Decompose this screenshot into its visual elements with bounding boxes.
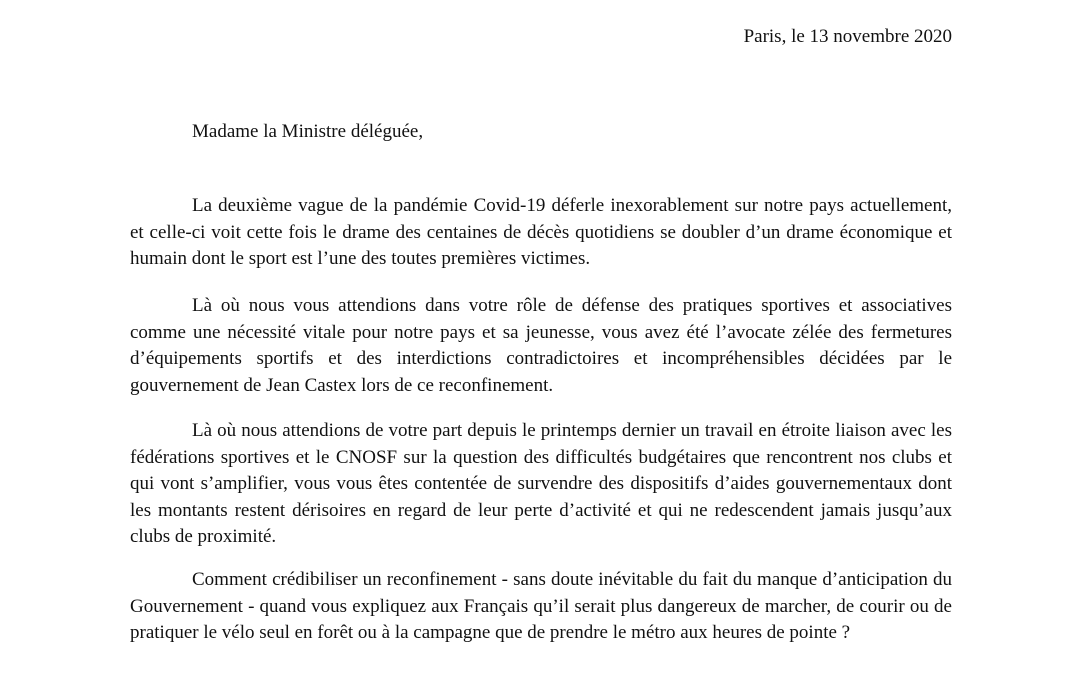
date-line: Paris, le 13 novembre 2020 (743, 26, 952, 47)
paragraph-1: La deuxième vague de la pandémie Covid-19 déferle inexorablement sur notre pays actuellement, et celle-ci voit cette fois le drame des centaines de décès quotidiens se doubler d’un drame économique et humain dont le sport est l’une des toutes premières victimes. (130, 195, 952, 269)
paragraph-2: Là où nous vous attendions dans votre rôle de défense des pratiques sportives et associatives comme une nécessité vitale pour notre pays et sa jeunesse, vous avez été l’avocate zélée des fermetures d’équipements sportifs et des interdictions contradictoires et incompréhensibles décidées par le gouvernement de Jean Castex lors de ce reconfinement. (130, 295, 952, 396)
paragraph-3: Là où nous attendions de votre part depuis le printemps dernier un travail en étroite liaison avec les fédérations sportives et le CNOSF sur la question des difficultés budgétaires que rencontrent nos clubs et qui vont s’amplifier, vous vous êtes contentée de survendre des dispositifs d’aides gouvernementaux dont les montants restent dérisoires en regard de leur perte d’activité et qui ne redescendent jamais jusqu’aux clubs de proximité. (130, 420, 952, 547)
salutation: Madame la Ministre déléguée, (192, 121, 424, 142)
letter-page (130, 0, 952, 675)
paragraph-4: Comment crédibiliser un reconfinement - sans doute inévitable du fait du manque d’anticipation du Gouvernement - quand vous expliquez aux Français qu’il serait plus dangereux de marcher, de courir ou de pratiquer le vélo seul en forêt ou à la campagne que de prendre le métro aux heures de pointe ? (130, 569, 952, 643)
